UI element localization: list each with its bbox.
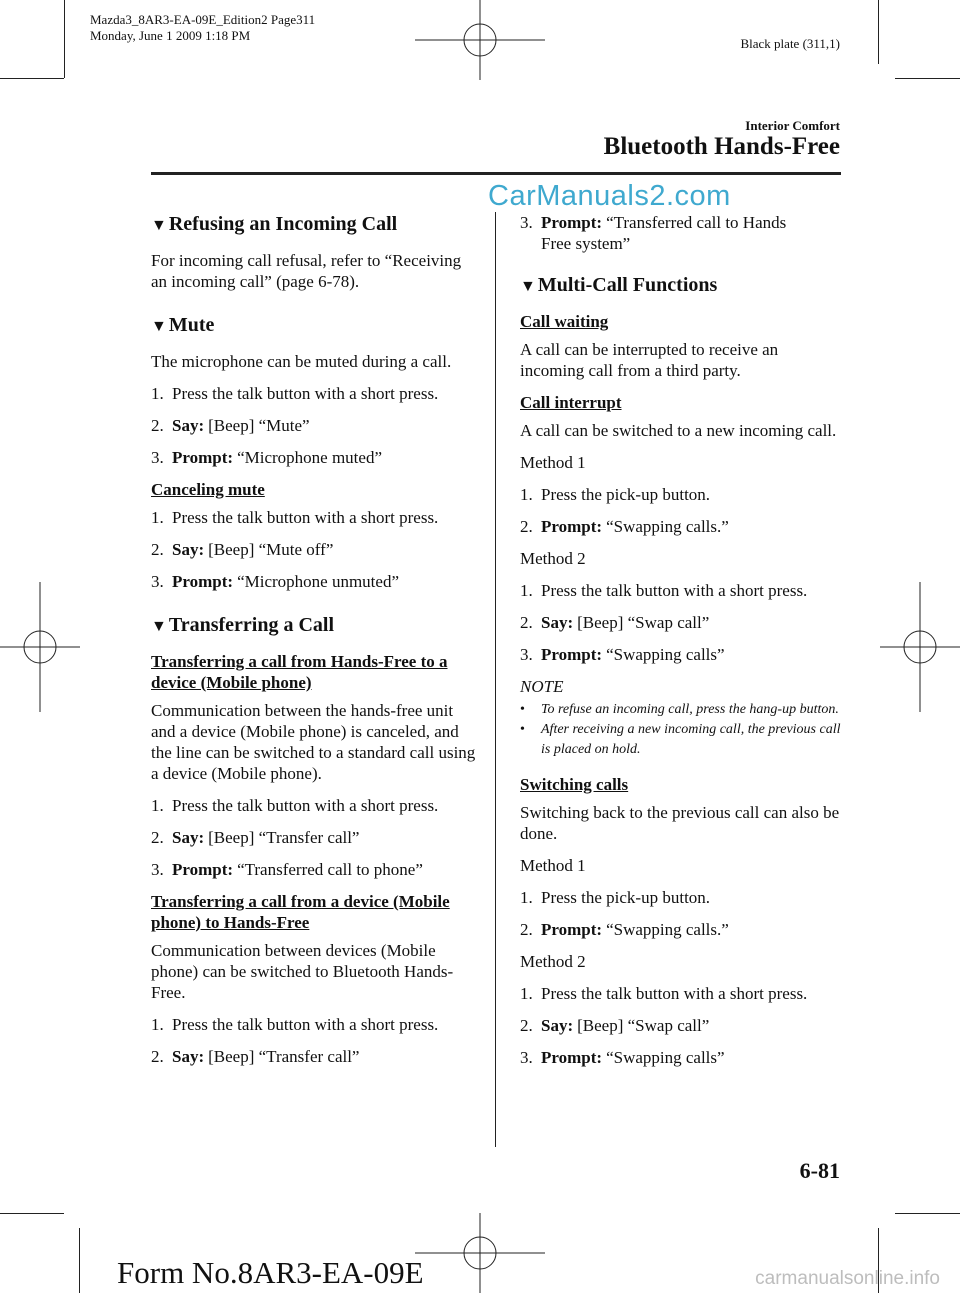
step-item: 2. Say: [Beep] “Mute off” xyxy=(151,540,334,559)
registration-mark-top xyxy=(415,0,545,80)
step-item: 3. Prompt: “Swapping calls” xyxy=(520,1048,725,1067)
spacer xyxy=(520,265,842,273)
step-item: 2. Say: [Beep] “Transfer call” xyxy=(151,1047,360,1066)
crop-mark xyxy=(79,1228,80,1293)
step-item: 2. Prompt: “Swapping calls.” xyxy=(520,517,729,536)
step-item: 1. Press the talk button with a short press. xyxy=(151,384,439,403)
bullet-icon: • xyxy=(520,722,525,737)
crop-mark xyxy=(0,78,64,79)
step-item: 2. Say: [Beep] “Swap call” xyxy=(520,1016,710,1035)
site-watermark: carmanualsonline.info xyxy=(755,1268,940,1289)
plate-label: Black plate (311,1) xyxy=(740,36,840,51)
page-number: 6-81 xyxy=(799,1158,840,1183)
subheading-switching-calls: Switching calls xyxy=(520,775,629,794)
note-title: NOTE xyxy=(520,677,564,696)
crop-mark xyxy=(64,0,65,78)
subheading-transfer-to-handsfree: Transferring a call from a device (Mobile phone) to Hands-Free xyxy=(151,892,450,932)
print-metadata xyxy=(90,12,315,44)
step-item: 1. Press the talk button with a short press. xyxy=(151,1015,439,1034)
note-item: • After receiving a new incoming call, the previous call is placed on hold. xyxy=(520,720,842,760)
subheading-call-waiting: Call waiting xyxy=(520,312,609,331)
crop-mark xyxy=(895,78,960,79)
registration-mark-left xyxy=(0,582,80,712)
form-number: Form No.8AR3-EA-09E xyxy=(117,1255,424,1290)
bullet-icon: • xyxy=(520,702,525,717)
print-meta-line-2: Monday, June 1 2009 1:18 PM xyxy=(90,28,251,43)
method-label: Method 1 xyxy=(520,453,586,472)
step-item: 2. Say: [Beep] “Swap call” xyxy=(520,613,710,632)
heading-refusing: ▼ Refusing an Incoming Call xyxy=(151,213,398,235)
column-divider xyxy=(495,212,496,1147)
mute-body: The microphone can be muted during a call. xyxy=(151,352,452,371)
step-item: 2. Say: [Beep] “Mute” xyxy=(151,416,310,435)
left-column xyxy=(151,212,481,1078)
step-item: 3. Prompt: “Transferred call to phone” xyxy=(151,860,423,879)
header-rule xyxy=(151,172,841,175)
crop-mark xyxy=(895,1213,960,1214)
triangle-down-icon: ▼ xyxy=(151,318,167,335)
spacer xyxy=(151,603,481,613)
triangle-down-icon: ▼ xyxy=(520,278,536,295)
right-column xyxy=(520,212,842,1079)
step-item: 2. Say: [Beep] “Transfer call” xyxy=(151,828,360,847)
crop-mark xyxy=(878,0,879,64)
step-item: 3. Prompt: “Swapping calls” xyxy=(520,645,725,664)
method-label: Method 2 xyxy=(520,549,586,568)
step-item: 3. Prompt: “Microphone unmuted” xyxy=(151,572,399,591)
step-item: 1. Press the talk button with a short press. xyxy=(520,581,808,600)
section-title: Interior Comfort xyxy=(745,118,840,133)
subheading-call-interrupt: Call interrupt xyxy=(520,393,622,412)
subheading-canceling-mute: Canceling mute xyxy=(151,480,265,499)
transfer-to-device-body: Communication between the hands-free unit and a device (Mobile phone) is canceled, and the line can be switched to a standard call using a device (Mobile phone). xyxy=(151,701,476,783)
triangle-down-icon: ▼ xyxy=(151,217,167,234)
step-item: 1. Press the pick-up button. xyxy=(520,888,711,907)
step-item: 2. Prompt: “Swapping calls.” xyxy=(520,920,729,939)
step-item: 1. Press the pick-up button. xyxy=(520,485,711,504)
method-label: Method 2 xyxy=(520,952,586,971)
call-interrupt-body: A call can be switched to a new incoming call. xyxy=(520,421,837,440)
crop-mark xyxy=(0,1213,64,1214)
heading-mute: ▼ Mute xyxy=(151,314,215,336)
step-item: 3. Prompt: “Transferred call to Hands xyxy=(520,213,787,232)
step-item: 3. Prompt: “Microphone muted” xyxy=(151,448,382,467)
watermark-logo: CarManuals2.com xyxy=(488,180,731,212)
print-meta-line-1: Mazda3_8AR3-EA-09E_Edition2 Page311 xyxy=(90,12,316,27)
step-item: 1. Press the talk button with a short press. xyxy=(520,984,808,1003)
subheading-transfer-to-device: Transferring a call from Hands-Free to a device (Mobile phone) xyxy=(151,652,448,692)
triangle-down-icon: ▼ xyxy=(151,618,167,635)
spacer xyxy=(151,303,481,313)
chapter-title: Bluetooth Hands-Free xyxy=(603,133,840,160)
transfer-to-handsfree-body: Communication between devices (Mobile phone) can be switched to Bluetooth Hands-Free. xyxy=(151,941,454,1002)
registration-mark-bottom xyxy=(415,1213,545,1293)
switching-calls-body: Switching back to the previous call can also be done. xyxy=(520,803,840,843)
step-item: 1. Press the talk button with a short press. xyxy=(151,508,439,527)
registration-mark-right xyxy=(880,582,960,712)
call-waiting-body: A call can be interrupted to receive an incoming call from a third party. xyxy=(520,340,779,380)
heading-transferring: ▼ Transferring a Call xyxy=(151,614,335,636)
step-continuation: Free system” xyxy=(541,234,631,253)
note-item: • To refuse an incoming call, press the hang-up button. xyxy=(520,700,842,720)
refusing-body: For incoming call refusal, refer to “Receiving an incoming call” (page 6-78). xyxy=(151,251,462,291)
step-item: 1. Press the talk button with a short press. xyxy=(151,796,439,815)
heading-multi-call: ▼ Multi-Call Functions xyxy=(520,274,718,296)
method-label: Method 1 xyxy=(520,856,586,875)
